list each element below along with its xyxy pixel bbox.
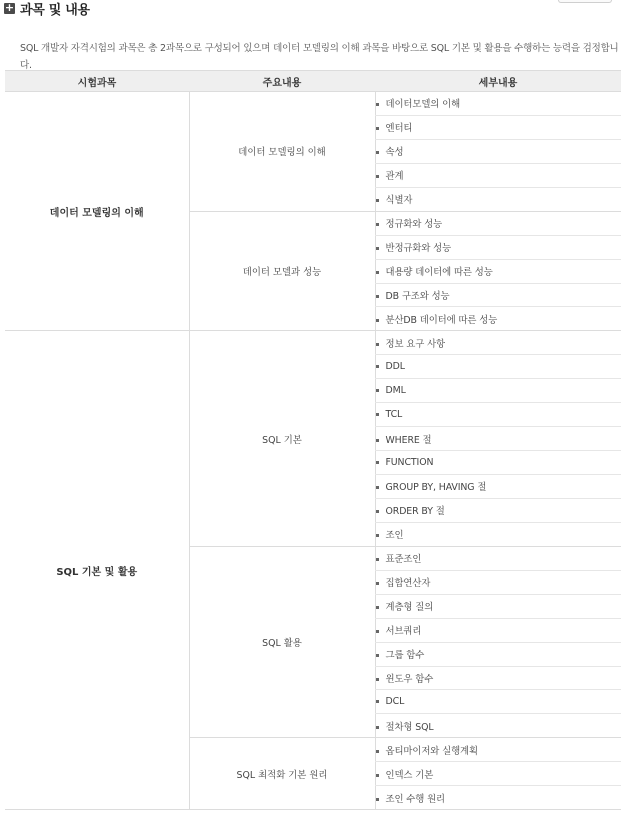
header-topic: 주요내용 (189, 71, 375, 92)
topic-cell: SQL 기본 (189, 331, 375, 546)
detail-cell (375, 690, 621, 714)
detail-text: DDL (385, 361, 405, 373)
detail-text: FUNCTION (385, 457, 434, 469)
topic-cell: SQL 최적화 기본 원리 (189, 738, 375, 810)
detail-text: 계층형 질의 (385, 602, 434, 614)
detail-cell (375, 307, 621, 331)
detail-text: 정보 요구 사항 (385, 338, 445, 350)
detail-cell (375, 283, 621, 307)
detail-text: 식별자 (385, 195, 413, 207)
bullet-icon (376, 750, 379, 753)
bullet-icon (376, 103, 379, 106)
detail-cell (375, 163, 621, 187)
detail-cell (375, 762, 621, 786)
bullet-icon (376, 630, 379, 633)
bullet-icon (376, 774, 379, 777)
detail-cell (375, 211, 621, 235)
bullet-icon (376, 343, 379, 346)
top-tab-decoration (558, 0, 612, 3)
detail-text: 집합연산자 (385, 578, 431, 590)
bullet-icon (376, 798, 379, 801)
bullet-icon (376, 510, 379, 513)
detail-text: DML (385, 385, 406, 397)
detail-cell (375, 786, 621, 810)
bullet-icon (376, 223, 379, 226)
bullet-icon (376, 365, 379, 368)
detail-cell (375, 451, 621, 475)
bullet-icon (376, 582, 379, 585)
bullet-icon (376, 151, 379, 154)
detail-text: 그룹 함수 (385, 650, 425, 662)
syllabus-table (5, 70, 621, 810)
detail-cell (375, 475, 621, 499)
section-title: 과목 및 내용 (20, 2, 90, 18)
topic-cell: 데이터 모델링의 이해 (189, 92, 375, 212)
bullet-icon (376, 271, 379, 274)
detail-cell (375, 642, 621, 666)
header-subject: 시험과목 (5, 71, 189, 92)
bullet-icon (376, 175, 379, 178)
bullet-icon (376, 439, 379, 442)
detail-text: DCL (385, 696, 405, 708)
detail-cell (375, 714, 621, 738)
topic-cell: SQL 활용 (189, 546, 375, 738)
detail-cell (375, 403, 621, 427)
detail-text: 관계 (385, 171, 404, 183)
detail-text: TCL (385, 409, 403, 421)
detail-text: ORDER BY 절 (385, 506, 445, 518)
bullet-icon (376, 199, 379, 202)
detail-cell (375, 570, 621, 594)
detail-text: 분산DB 데이터에 따른 성능 (385, 314, 498, 326)
bullet-icon (376, 319, 379, 322)
table-row (5, 331, 621, 355)
detail-text: 조인 수행 원리 (385, 793, 445, 805)
detail-text: 데이터모델의 이해 (385, 99, 461, 111)
detail-text: 조인 (385, 530, 404, 542)
table-row (5, 92, 621, 116)
bullet-icon (376, 700, 379, 703)
detail-cell (375, 666, 621, 690)
detail-text: 절차형 SQL (385, 721, 434, 733)
detail-text: DB 구조와 성능 (385, 290, 450, 302)
detail-text: 속성 (385, 147, 404, 159)
detail-text: 윈도우 함수 (385, 673, 434, 685)
detail-cell (375, 259, 621, 283)
bullet-icon (376, 247, 379, 250)
detail-cell (375, 427, 621, 451)
detail-cell (375, 522, 621, 546)
detail-cell (375, 738, 621, 762)
bullet-icon (376, 678, 379, 681)
detail-cell (375, 92, 621, 116)
detail-cell (375, 379, 621, 403)
plus-icon[interactable]: + (4, 0, 15, 14)
bullet-icon (376, 654, 379, 657)
detail-text: WHERE 절 (385, 434, 432, 446)
detail-cell (375, 546, 621, 570)
detail-text: 서브쿼리 (385, 626, 422, 638)
detail-cell (375, 618, 621, 642)
bullet-icon (376, 461, 379, 464)
detail-cell (375, 331, 621, 355)
bullet-icon (376, 486, 379, 489)
bullet-icon (376, 534, 379, 537)
bullet-icon (376, 606, 379, 609)
bullet-icon (376, 389, 379, 392)
syllabus-body (5, 92, 621, 810)
detail-cell (375, 594, 621, 618)
bullet-icon (376, 413, 379, 416)
bullet-icon (376, 558, 379, 561)
detail-cell (375, 139, 621, 163)
detail-cell (375, 235, 621, 259)
detail-cell (375, 355, 621, 379)
detail-cell (375, 498, 621, 522)
bullet-icon (376, 295, 379, 298)
detail-text: 엔터티 (385, 123, 413, 135)
detail-text: 옵티마이저와 실행계획 (385, 745, 478, 757)
bullet-icon (376, 127, 379, 130)
bullet-icon (376, 726, 379, 729)
detail-cell (375, 115, 621, 139)
detail-text: 정규화와 성능 (385, 219, 443, 231)
subject-cell: SQL 기본 및 활용 (5, 331, 189, 810)
detail-cell (375, 187, 621, 211)
table-header-row (5, 71, 621, 92)
detail-text: 반정규화와 성능 (385, 243, 452, 255)
detail-text: GROUP BY, HAVING 절 (385, 482, 487, 494)
header-detail: 세부내용 (375, 71, 621, 92)
detail-text: 표준조인 (385, 554, 422, 566)
description-text: SQL 개발자 자격시험의 과목은 총 2과목으로 구성되어 있으며 데이터 모델링의 이해 과목을 바탕으로 SQL 기본 및 활용을 수행하는 능력을 검정합니다. (20, 42, 619, 71)
topic-cell: 데이터 모델과 성능 (189, 211, 375, 331)
detail-text: 대용량 데이터에 따른 성능 (385, 267, 493, 279)
section-header (4, 0, 90, 16)
subject-cell: 데이터 모델링의 이해 (5, 92, 189, 331)
detail-text: 인덱스 기본 (385, 769, 434, 781)
